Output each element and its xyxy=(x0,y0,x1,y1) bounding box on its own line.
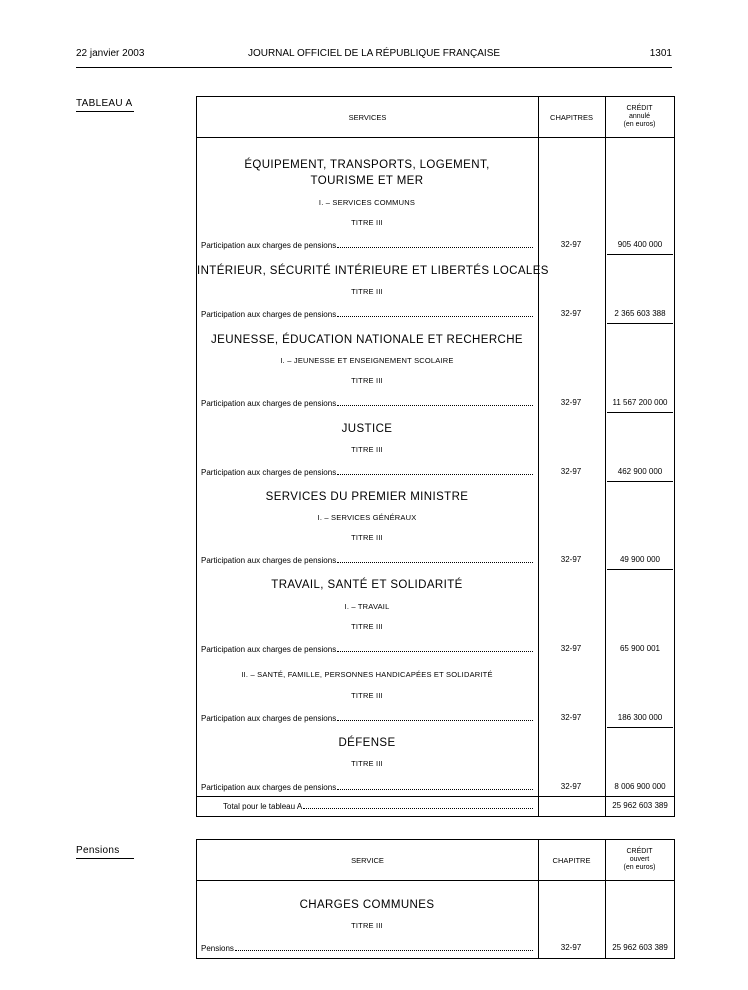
total-label: Total pour le tableau A xyxy=(223,801,533,811)
total-row xyxy=(197,801,676,811)
col-header-credit xyxy=(605,97,674,137)
row-label: Participation aux charges de pensions xyxy=(201,398,533,408)
section-subtitle: I. – JEUNESSE ET ENSEIGNEMENT SCOLAIRE xyxy=(280,356,454,365)
col-header-services: SERVICES xyxy=(348,112,387,122)
row-label: Participation aux charges de pensions xyxy=(201,782,533,792)
credit-header-line: (en euros) xyxy=(623,864,656,871)
amount-separator xyxy=(607,727,673,728)
row-chapitre: 32-97 xyxy=(560,240,582,249)
row-chapitre: 32-97 xyxy=(560,555,582,564)
table-row xyxy=(197,943,676,953)
journal-title: JOURNAL OFFICIEL DE LA RÉPUBLIQUE FRANÇAISE xyxy=(247,48,501,59)
table-row xyxy=(197,555,676,565)
table-row xyxy=(197,644,676,654)
col-header-service: SERVICE xyxy=(351,855,384,865)
titre-label: TITRE III xyxy=(351,622,383,631)
amount-separator xyxy=(607,254,673,255)
section-title: TRAVAIL, SANTÉ ET SOLIDARITÉ xyxy=(271,579,463,591)
row-label: Pensions xyxy=(201,943,533,953)
row-montant: 186 300 000 xyxy=(617,713,663,722)
page-number: 1301 xyxy=(649,48,672,59)
table-row xyxy=(197,782,676,792)
tableau-a-table xyxy=(196,96,675,817)
row-montant: 2 365 603 388 xyxy=(614,309,666,318)
row-label: Participation aux charges de pensions xyxy=(201,240,533,250)
total-amount: 25 962 603 389 xyxy=(612,801,668,810)
row-chapitre: 32-97 xyxy=(560,398,582,407)
titre-label: TITRE III xyxy=(351,218,383,227)
row-montant: 8 006 900 000 xyxy=(614,782,666,791)
amount-separator xyxy=(607,569,673,570)
section-subtitle: I. – SERVICES GÉNÉRAUX xyxy=(317,513,417,522)
tableau-a-label: TABLEAU A xyxy=(76,98,134,112)
section-subtitle: I. – TRAVAIL xyxy=(344,602,390,611)
row-montant: 25 962 603 389 xyxy=(612,943,668,952)
tableau-b-label: Pensions xyxy=(76,845,134,859)
table-row xyxy=(197,240,676,250)
col-header-chapitres: CHAPITRES xyxy=(550,112,593,122)
column-divider xyxy=(605,97,606,816)
section-title: TOURISME ET MER xyxy=(310,175,424,187)
credit-header-line: (en euros) xyxy=(623,121,656,128)
header-rule xyxy=(76,67,672,68)
row-label: Participation aux charges de pensions xyxy=(201,467,533,477)
credit-header-line: CRÉDIT xyxy=(626,848,653,855)
header-divider xyxy=(197,880,674,881)
row-chapitre: 32-97 xyxy=(560,309,582,318)
tableau-b-table xyxy=(196,839,675,959)
credit-header-line: ouvert xyxy=(629,856,650,863)
row-chapitre: 32-97 xyxy=(560,713,582,722)
col-header-chapitre: CHAPITRE xyxy=(552,855,591,865)
amount-separator xyxy=(607,412,673,413)
amount-separator xyxy=(607,481,673,482)
credit-header-line: annulé xyxy=(628,113,651,120)
row-montant: 11 567 200 000 xyxy=(612,398,668,407)
header-date: 22 janvier 2003 xyxy=(76,48,145,59)
col-header-credit xyxy=(605,840,674,880)
page-header xyxy=(76,48,672,64)
amount-separator xyxy=(607,323,673,324)
section-title: JEUNESSE, ÉDUCATION NATIONALE ET RECHERCHE xyxy=(210,334,523,346)
row-montant: 49 900 000 xyxy=(619,555,661,564)
titre-label: TITRE III xyxy=(351,376,383,385)
table-row xyxy=(197,309,676,319)
row-chapitre: 32-97 xyxy=(560,943,582,952)
table-row xyxy=(197,467,676,477)
section-title: JUSTICE xyxy=(341,423,393,435)
header-divider xyxy=(197,137,674,138)
row-montant: 462 900 000 xyxy=(617,467,663,476)
section-title: DÉFENSE xyxy=(338,737,396,749)
titre-label: TITRE III xyxy=(351,691,383,700)
row-chapitre: 32-97 xyxy=(560,644,582,653)
titre-label: TITRE III xyxy=(351,759,383,768)
titre-label: TITRE III xyxy=(351,445,383,454)
titre-label: TITRE III xyxy=(351,287,383,296)
row-label: Participation aux charges de pensions xyxy=(201,644,533,654)
table-row xyxy=(197,713,676,723)
section-title: INTÉRIEUR, SÉCURITÉ INTÉRIEURE ET LIBERTÉS LOCALES xyxy=(197,265,549,277)
titre-label: TITRE III xyxy=(351,921,383,930)
row-label: Participation aux charges de pensions xyxy=(201,555,533,565)
section-title: SERVICES DU PREMIER MINISTRE xyxy=(265,491,469,503)
section-title: ÉQUIPEMENT, TRANSPORTS, LOGEMENT, xyxy=(244,159,490,171)
column-divider xyxy=(538,97,539,816)
section-subtitle: II. – SANTÉ, FAMILLE, PERSONNES HANDICAPÉES ET SOLIDARITÉ xyxy=(241,670,493,679)
row-montant: 65 900 001 xyxy=(619,644,661,653)
row-label: Participation aux charges de pensions xyxy=(201,309,533,319)
section-title: CHARGES COMMUNES xyxy=(299,899,435,911)
section-subtitle: I. – SERVICES COMMUNS xyxy=(318,198,416,207)
credit-header-line: CRÉDIT xyxy=(626,105,653,112)
titre-label: TITRE III xyxy=(351,533,383,542)
total-divider xyxy=(197,796,674,797)
row-montant: 905 400 000 xyxy=(617,240,663,249)
row-label: Participation aux charges de pensions xyxy=(201,713,533,723)
row-chapitre: 32-97 xyxy=(560,782,582,791)
table-row xyxy=(197,398,676,408)
row-chapitre: 32-97 xyxy=(560,467,582,476)
